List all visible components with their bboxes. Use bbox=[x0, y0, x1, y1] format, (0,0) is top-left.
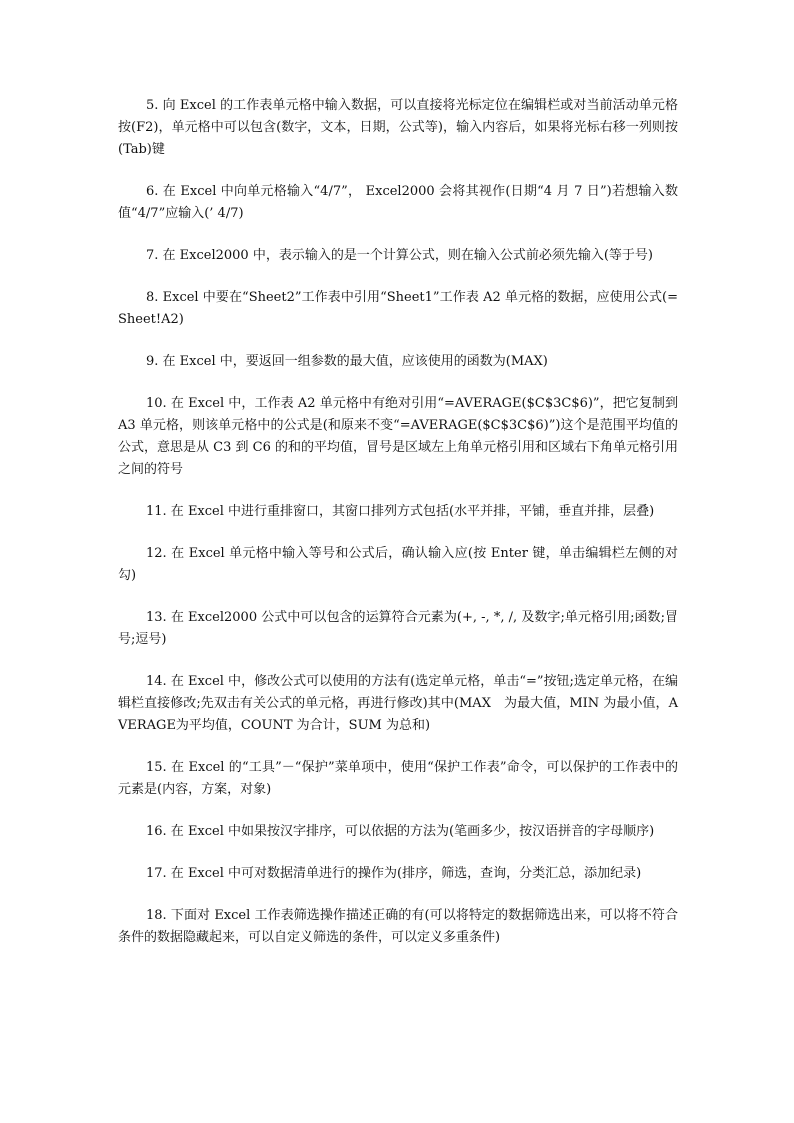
paragraph-item-5: 5. 向 Excel 的工作表单元格中输入数据，可以直接将光标定位在编辑栏或对当前活动单元格按(F2)，单元格中可以包含(数字，文本，日期，公式等)，输入内容后，如果将光标右移一列则按(Tab)键 bbox=[118, 98, 678, 157]
document-body bbox=[118, 95, 678, 969]
paragraph-item-12: 12. 在 Excel 单元格中输入等号和公式后，确认输入应(按 Enter 键，单击编辑栏左侧的对勾) bbox=[118, 546, 678, 583]
paragraph-item-15: 15. 在 Excel 的“工具”－“保护”菜单项中，使用“保护工作表”命令，可以保护的工作表中的元素是(内容，方案，对象) bbox=[118, 760, 678, 797]
paragraph-item-17: 17. 在 Excel 中可对数据清单进行的操作为(排序，筛选，查询，分类汇总，添加纪录) bbox=[146, 866, 642, 881]
paragraph-item-13: 13. 在 Excel2000 公式中可以包含的运算符合元素为(+, -, *, /, 及数字;单元格引用;函数;冒号;逗号) bbox=[118, 610, 678, 647]
paragraph-item-10: 10. 在 Excel 中，工作表 A2 单元格中有绝对引用“=AVERAGE($C$3C$6)”，把它复制到 A3 单元格，则该单元格中的公式是(和原来不变“=AVERAGE($C$3C$6)”)这个是范围平均值的公式，意思是从 C3 到 C6 的和的平均值，冒号是区域左上角单元格引用和区域右下角单元格引用之间的符号 bbox=[118, 396, 678, 477]
paragraph-item-7: 7. 在 Excel2000 中，表示输入的是一个计算公式，则在输入公式前必须先输入(等于号) bbox=[146, 248, 653, 263]
paragraph-item-18: 18. 下面对 Excel 工作表筛选操作描述正确的有(可以将特定的数据筛选出来，可以将不符合条件的数据隐藏起来，可以自定义筛选的条件，可以定义多重条件) bbox=[118, 908, 678, 945]
paragraph-item-8: 8. Excel 中要在“Sheet2”工作表中引用“Sheet1”工作表 A2 单元格的数据，应使用公式(=Sheet!A2) bbox=[118, 290, 678, 327]
paragraph-item-6: 6. 在 Excel 中向单元格输入“4/7”， Excel2000 会将其视作(日期“4 月 7 日”)若想输入数值“4/7”应输入(’ 4/7) bbox=[118, 184, 678, 221]
paragraph-item-9: 9. 在 Excel 中，要返回一组参数的最大值，应该使用的函数为(MAX) bbox=[146, 354, 548, 369]
paragraph-item-11: 11. 在 Excel 中进行重排窗口，其窗口排列方式包括(水平并排，平铺，垂直并排，层叠) bbox=[146, 504, 655, 519]
paragraph-item-16: 16. 在 Excel 中如果按汉字排序，可以依据的方法为(笔画多少，按汉语拼音的字母顺序) bbox=[146, 824, 655, 839]
paragraph-item-14: 14. 在 Excel 中，修改公式可以使用的方法有(选定单元格，单击“=”按钮;选定单元格，在编辑栏直接修改;先双击有关公式的单元格，再进行修改)其中(MAX 为最大值，MIN 为最小值，AVERAGE为平均值，COUNT 为合计，SUM 为总和) bbox=[118, 674, 678, 733]
